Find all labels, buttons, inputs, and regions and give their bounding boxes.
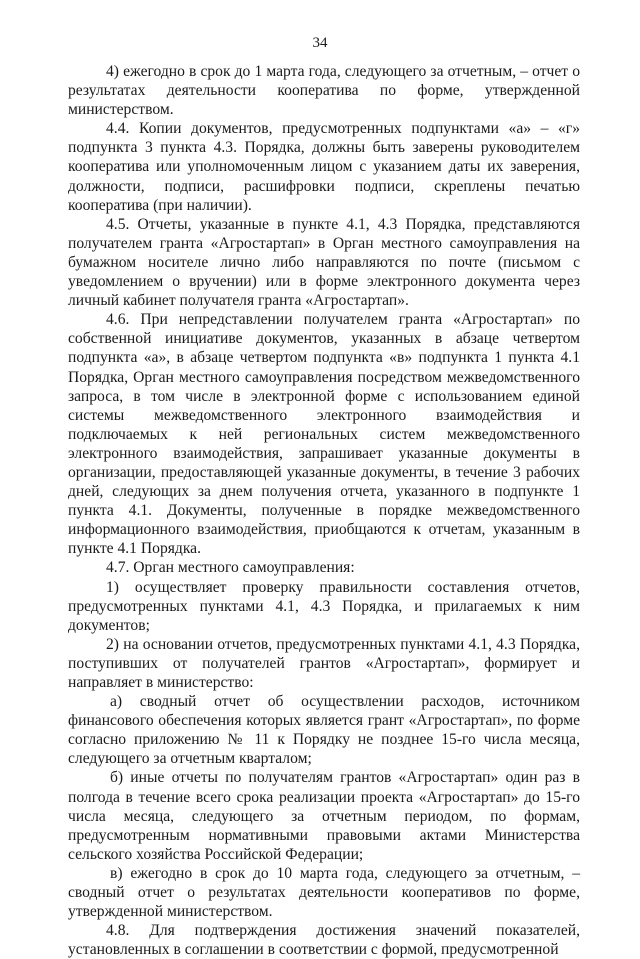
paragraph-4-7-item-2-a: а) сводный отчет об осуществлении расходов, источником финансового обеспечения которых является грант «Агростартап», по форме согласно приложению № 11 к Порядку не позднее 15-го числа месяца, следующего за отчетным кварталом; bbox=[68, 693, 580, 768]
paragraph-4-7: 4.7. Орган местного самоуправления: bbox=[106, 559, 355, 577]
paragraph-4-4: 4.4. Копии документов, предусмотренных подпунктами «а» – «г» подпункта 3 пункта 4.3. Порядка, должны быть заверены руководителем кооператива или уполномоченным лицом с указанием даты их заверения, должности, подписи, расшифровки подписи, скреплены печатью кооператива (при наличии). bbox=[68, 120, 580, 214]
paragraph-4-7-item-1: 1) осуществляет проверку правильности составления отчетов, предусмотренных пунктами 4.1, 4.3 Порядка, и прилагаемых к ним документов; bbox=[68, 578, 580, 634]
paragraph-4-7-item-2-v: в) ежегодно в срок до 10 марта года, следующего за отчетным, – сводный отчет о результатах деятельности кооперативов по форме, утвержденной министерством. bbox=[68, 864, 580, 921]
paragraph-4-3-item-4: 4) ежегодно в срок до 1 марта года, следующего за отчетным, – отчет о результатах деятельности кооператива по форме, утвержденной министерством. bbox=[68, 63, 580, 119]
page-number: 34 bbox=[312, 35, 328, 51]
document-body bbox=[68, 62, 580, 959]
paragraph-4-8: 4.8. Для подтверждения достижения значений показателей, установленных в соглашении в соответствии с формой, предусмотренной bbox=[68, 922, 580, 959]
paragraph-4-7-item-2: 2) на основании отчетов, предусмотренных пунктами 4.1, 4.3 Порядка, поступивших от получателей грантов «Агростартап», формирует и направляет в министерство: bbox=[68, 635, 580, 691]
paragraph-4-6: 4.6. При непредставлении получателем гранта «Агростартап» по собственной инициативе документов, указанных в абзаце четвертом подпункта «а», в абзаце четвертом подпункта «в» подпункта 1 пункта 4.1 Порядка, Орган местного самоуправления посредством межведомственного запроса, в том числе в электронной форме с использованием единой системы межведомственного электронного взаимодействия и подключаемых к ней региональных систем межведомственного электронного взаимодействия, запрашивает указанные документы в организации, предоставляющей указанные документы, в течение 3 рабочих дней, следующих за днем получения отчета, указанного в подпункте 1 пункта 4.1. Документы, полученные в порядке межведомственного информационного взаимодействия, приобщаются к отчетам, указанным в пункте 4.1 Порядка. bbox=[68, 311, 580, 558]
paragraph-4-5: 4.5. Отчеты, указанные в пункте 4.1, 4.3 Порядка, представляются получателем гранта «Агростартап» в Орган местного самоуправления на бумажном носителе лично либо направляются по почте (письмом с уведомлением о вручении) или в форме электронного документа через личный кабинет получателя гранта «Агростартап». bbox=[68, 215, 580, 310]
paragraph-4-7-item-2-b: б) иные отчеты по получателям грантов «Агростартап» один раз в полгода в течение всего срока реализации проекта «Агростартап» до 15-го числа месяца, следующего за отчетным периодом, по формам, предусмотренным нормативными правовыми актами Министерства сельского хозяйства Российской Федерации; bbox=[68, 769, 580, 863]
